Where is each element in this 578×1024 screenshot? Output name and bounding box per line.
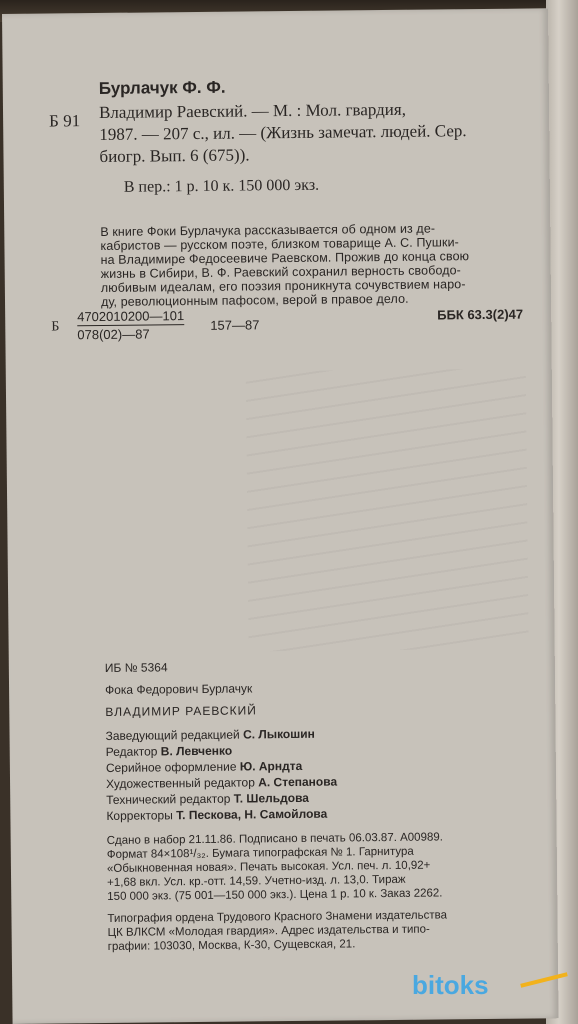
print-info-line: «Обыкновенная новая». Печать высокая. Усл. печ. л. 10,92+ bbox=[106, 859, 431, 875]
annotation-line: на Владимире Федосеевиче Раевском. Прожив до конца свою bbox=[100, 249, 470, 267]
annotation-line: ду, революционным пафосом, верой в правое дело. bbox=[100, 291, 409, 309]
staff-line bbox=[106, 744, 233, 759]
price-line: В пер.: 1 р. 10 к. 150 000 экз. bbox=[123, 176, 320, 196]
fraction-denominator: 078(02)—87 bbox=[77, 326, 150, 343]
printer-line: графии: 103030, Москва, К-30, Сущевская, 21. bbox=[107, 938, 356, 953]
annotation-line: любивым идеалам, его поэзия проникнута сочувствием наро- bbox=[100, 277, 466, 295]
print-info-line: +1,68 вкл. Усл. кр.-отт. 14,59. Учетно-изд. л. 13,0. Тираж bbox=[107, 873, 406, 889]
staff-role: Серийное оформление bbox=[105, 759, 240, 775]
print-info-line: Формат 84×108¹/₃₂. Бумага типографская № 1. Гарнитура bbox=[106, 845, 414, 861]
watermark-text: bitoks bbox=[412, 970, 489, 1000]
staff-name: Т. Шельдова bbox=[233, 790, 310, 806]
printer-line: ЦК ВЛКСМ «Молодая гвардия». Адрес издательства и типо- bbox=[107, 923, 430, 939]
author-heading: Бурлачук Ф. Ф. bbox=[98, 77, 226, 98]
book-page bbox=[2, 8, 559, 1024]
staff-line bbox=[106, 791, 309, 807]
staff-role: Технический редактор bbox=[106, 791, 234, 807]
library-code: Б 91 bbox=[49, 111, 81, 131]
staff-line bbox=[106, 759, 302, 775]
classification-tail: 157—87 bbox=[210, 317, 260, 333]
annotation-line: кабристов — русском поэте, близком товарище А. С. Пушки- bbox=[100, 235, 459, 253]
pencil-icon bbox=[520, 972, 568, 987]
printer-line: Типография ордена Трудового Красного Знамени издательства bbox=[107, 909, 448, 925]
annotation-line: жизнь в Сибири, В. Ф. Раевский сохранил верность свободо- bbox=[100, 263, 461, 281]
bib-line: 1987. — 207 с., ил. — (Жизнь замечат. людей. Сер. bbox=[99, 121, 467, 144]
annotation-line: В книге Фоки Бурлачука рассказывается об одном из де- bbox=[100, 221, 436, 239]
ib-number: ИБ № 5364 bbox=[104, 660, 168, 675]
show-through-texture bbox=[246, 369, 529, 652]
print-info-line: Сдано в набор 21.11.86. Подписано в печать 06.03.87. А00989. bbox=[106, 831, 443, 847]
staff-line bbox=[105, 727, 314, 743]
staff-role: Корректоры bbox=[106, 808, 177, 823]
fraction-numerator: 4702010200—101 bbox=[77, 308, 185, 325]
staff-name: Т. Пескова, Н. Самойлова bbox=[176, 806, 328, 823]
staff-role: Художественный редактор bbox=[105, 775, 259, 791]
staff-name: Ю. Арндта bbox=[239, 758, 303, 774]
classification-fraction bbox=[77, 308, 184, 342]
bib-line: биогр. Вып. 6 (675)). bbox=[99, 145, 250, 166]
staff-role: Заведующий редакцией bbox=[105, 727, 244, 743]
author-full-name: Фока Федорович Бурлачук bbox=[105, 681, 253, 697]
bib-line: Владимир Раевский. — М. : Мол. гвардия, bbox=[98, 99, 407, 122]
staff-name: А. Степанова bbox=[258, 774, 338, 790]
staff-line bbox=[106, 807, 327, 823]
bbk-code: ББК 63.3(2)47 bbox=[437, 306, 524, 323]
print-info-line: 150 000 экз. (75 001—150 000 экз.). Цена 1 р. 10 к. Заказ 2262. bbox=[107, 887, 443, 903]
staff-role: Редактор bbox=[105, 744, 161, 759]
staff-line bbox=[106, 775, 337, 791]
book-title: ВЛАДИМИР РАЕВСКИЙ bbox=[105, 703, 257, 719]
site-watermark-logo bbox=[412, 970, 572, 1010]
staff-name: С. Лыкошин bbox=[242, 726, 315, 742]
staff-name: В. Левченко bbox=[160, 743, 233, 759]
classification-letter: Б bbox=[51, 319, 60, 335]
